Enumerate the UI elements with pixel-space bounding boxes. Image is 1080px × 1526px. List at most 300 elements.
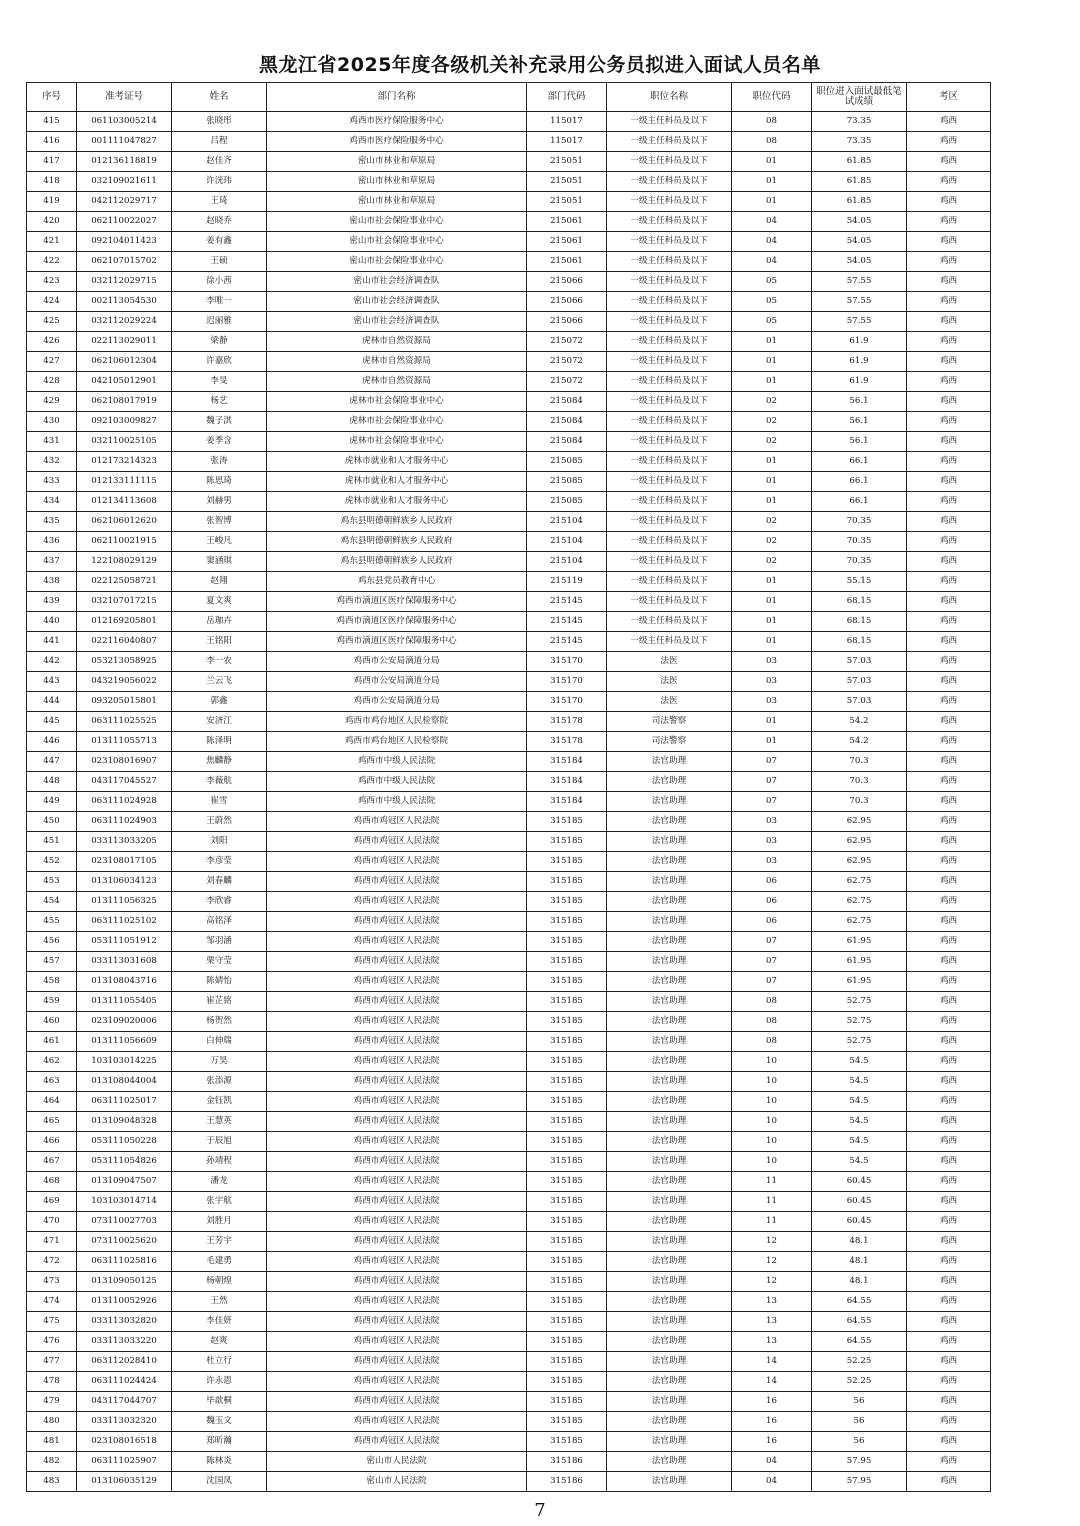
dept-code-cell: 215061 — [527, 232, 607, 252]
ticket-cell: 013108044004 — [77, 1072, 172, 1092]
position-cell: 法官助理 — [607, 1052, 732, 1072]
position-cell: 一级主任科员及以下 — [607, 132, 732, 152]
table-row — [27, 552, 991, 572]
dept-code-cell: 315185 — [527, 1412, 607, 1432]
dept-code-cell: 315185 — [527, 932, 607, 952]
ticket-cell: 061103005214 — [77, 112, 172, 132]
min-score-cell: 66.1 — [812, 472, 907, 492]
ticket-cell: 013108043716 — [77, 972, 172, 992]
ticket-cell: 063112028410 — [77, 1352, 172, 1372]
pos-code-cell: 07 — [732, 772, 812, 792]
area-cell: 鸡西 — [907, 192, 991, 212]
pos-code-cell: 14 — [732, 1372, 812, 1392]
name-cell: 陈思琦 — [172, 472, 267, 492]
dept-code-cell: 315178 — [527, 712, 607, 732]
position-cell: 一级主任科员及以下 — [607, 432, 732, 452]
seq-cell: 423 — [27, 272, 77, 292]
table-row — [27, 292, 991, 312]
area-cell: 鸡西 — [907, 592, 991, 612]
min-score-cell: 54.5 — [812, 1092, 907, 1112]
dept-code-cell: 315185 — [527, 1432, 607, 1452]
dept-cell: 鸡西市鸡台地区人民检察院 — [267, 712, 527, 732]
ticket-cell: 023108017105 — [77, 852, 172, 872]
dept-cell: 虎林市自然资源局 — [267, 352, 527, 372]
min-score-cell: 68.15 — [812, 592, 907, 612]
min-score-cell: 62.95 — [812, 812, 907, 832]
area-cell: 鸡西 — [907, 1472, 991, 1492]
min-score-cell: 52.75 — [812, 992, 907, 1012]
dept-code-cell: 315185 — [527, 912, 607, 932]
dept-cell: 密山市社会保险事业中心 — [267, 232, 527, 252]
area-cell: 鸡西 — [907, 832, 991, 852]
seq-cell: 475 — [27, 1312, 77, 1332]
ticket-cell: 092104011423 — [77, 232, 172, 252]
dept-code-cell: 215084 — [527, 392, 607, 412]
position-cell: 法官助理 — [607, 1152, 732, 1172]
table-row — [27, 1172, 991, 1192]
name-cell: 许永恩 — [172, 1372, 267, 1392]
min-score-cell: 56.1 — [812, 392, 907, 412]
seq-cell: 420 — [27, 212, 77, 232]
name-cell: 万昊 — [172, 1052, 267, 1072]
ticket-cell: 013111055713 — [77, 732, 172, 752]
pos-code-cell: 01 — [732, 632, 812, 652]
ticket-cell: 033113031608 — [77, 952, 172, 972]
dept-cell: 鸡西市鸡冠区人民法院 — [267, 1232, 527, 1252]
pos-code-cell: 02 — [732, 412, 812, 432]
dept-code-cell: 215051 — [527, 152, 607, 172]
position-cell: 一级主任科员及以下 — [607, 572, 732, 592]
min-score-cell: 52.75 — [812, 1032, 907, 1052]
dept-cell: 鸡西市鸡冠区人民法院 — [267, 1192, 527, 1212]
dept-cell: 鸡西市鸡台地区人民检察院 — [267, 732, 527, 752]
seq-cell: 438 — [27, 572, 77, 592]
seq-cell: 458 — [27, 972, 77, 992]
area-cell: 鸡西 — [907, 1312, 991, 1332]
position-cell: 法官助理 — [607, 1012, 732, 1032]
seq-cell: 459 — [27, 992, 77, 1012]
ticket-cell: 063111025816 — [77, 1252, 172, 1272]
pos-code-cell: 03 — [732, 812, 812, 832]
pos-code-cell: 01 — [732, 712, 812, 732]
table-row — [27, 212, 991, 232]
min-score-cell: 64.55 — [812, 1332, 907, 1352]
area-cell: 鸡西 — [907, 772, 991, 792]
name-cell: 杜立行 — [172, 1352, 267, 1372]
position-cell: 一级主任科员及以下 — [607, 632, 732, 652]
dept-code-cell: 315185 — [527, 852, 607, 872]
dept-code-cell: 215085 — [527, 452, 607, 472]
dept-code-cell: 315185 — [527, 1092, 607, 1112]
seq-cell: 432 — [27, 452, 77, 472]
table-row — [27, 1452, 991, 1472]
dept-code-cell: 315185 — [527, 812, 607, 832]
dept-cell: 鸡西市鸡冠区人民法院 — [267, 1012, 527, 1032]
dept-code-cell: 215145 — [527, 632, 607, 652]
min-score-cell: 61.95 — [812, 952, 907, 972]
dept-code-cell: 315184 — [527, 772, 607, 792]
table-row — [27, 1192, 991, 1212]
area-cell: 鸡西 — [907, 552, 991, 572]
ticket-cell: 012136118819 — [77, 152, 172, 172]
min-score-cell: 48.1 — [812, 1272, 907, 1292]
area-cell: 鸡西 — [907, 692, 991, 712]
pos-code-cell: 13 — [732, 1292, 812, 1312]
pos-code-cell: 10 — [732, 1052, 812, 1072]
seq-cell: 477 — [27, 1352, 77, 1372]
dept-code-cell: 315185 — [527, 872, 607, 892]
dept-code-cell: 215066 — [527, 292, 607, 312]
seq-cell: 445 — [27, 712, 77, 732]
seq-cell: 436 — [27, 532, 77, 552]
min-score-cell: 62.95 — [812, 832, 907, 852]
position-cell: 法官助理 — [607, 1092, 732, 1112]
position-cell: 法官助理 — [607, 832, 732, 852]
min-score-cell: 57.03 — [812, 672, 907, 692]
name-cell: 杨贺然 — [172, 1012, 267, 1032]
dept-code-cell: 315185 — [527, 1232, 607, 1252]
header-dept-code: 部门代码 — [527, 83, 607, 112]
table-row — [27, 872, 991, 892]
position-cell: 一级主任科员及以下 — [607, 252, 732, 272]
name-cell: 魏子淇 — [172, 412, 267, 432]
position-cell: 法医 — [607, 692, 732, 712]
name-cell: 徐小茜 — [172, 272, 267, 292]
position-cell: 一级主任科员及以下 — [607, 472, 732, 492]
ticket-cell: 103103014225 — [77, 1052, 172, 1072]
position-cell: 法官助理 — [607, 1272, 732, 1292]
name-cell: 张添源 — [172, 1072, 267, 1092]
pos-code-cell: 06 — [732, 912, 812, 932]
min-score-cell: 52.25 — [812, 1352, 907, 1372]
min-score-cell: 61.85 — [812, 172, 907, 192]
seq-cell: 456 — [27, 932, 77, 952]
dept-cell: 鸡西市鸡冠区人民法院 — [267, 1112, 527, 1132]
dept-code-cell: 215104 — [527, 512, 607, 532]
min-score-cell: 70.3 — [812, 772, 907, 792]
seq-cell: 441 — [27, 632, 77, 652]
position-cell: 法官助理 — [607, 1252, 732, 1272]
name-cell: 陈泽明 — [172, 732, 267, 752]
table-row — [27, 352, 991, 372]
area-cell: 鸡西 — [907, 852, 991, 872]
min-score-cell: 57.55 — [812, 312, 907, 332]
dept-cell: 虎林市社会保险事业中心 — [267, 432, 527, 452]
dept-cell: 鸡西市鸡冠区人民法院 — [267, 1072, 527, 1092]
min-score-cell: 70.35 — [812, 552, 907, 572]
position-cell: 一级主任科员及以下 — [607, 492, 732, 512]
dept-cell: 鸡西市鸡冠区人民法院 — [267, 1252, 527, 1272]
table-row — [27, 972, 991, 992]
pos-code-cell: 08 — [732, 132, 812, 152]
table-row — [27, 752, 991, 772]
dept-code-cell: 315185 — [527, 892, 607, 912]
position-cell: 法官助理 — [607, 1032, 732, 1052]
min-score-cell: 70.35 — [812, 512, 907, 532]
header-min-score: 职位进入面试最低笔试成绩 — [812, 83, 907, 112]
position-cell: 法官助理 — [607, 1232, 732, 1252]
dept-cell: 虎林市就业和人才服务中心 — [267, 472, 527, 492]
seq-cell: 417 — [27, 152, 77, 172]
table-row — [27, 1032, 991, 1052]
name-cell: 岳珈卉 — [172, 612, 267, 632]
pos-code-cell: 11 — [732, 1212, 812, 1232]
table-row — [27, 1392, 991, 1412]
dept-code-cell: 315185 — [527, 1192, 607, 1212]
dept-code-cell: 315170 — [527, 692, 607, 712]
ticket-cell: 032107017215 — [77, 592, 172, 612]
dept-code-cell: 315185 — [527, 1072, 607, 1092]
table-row — [27, 932, 991, 952]
ticket-cell: 012169205801 — [77, 612, 172, 632]
dept-cell: 鸡东县明德朝鲜族乡人民政府 — [267, 532, 527, 552]
dept-cell: 虎林市自然资源局 — [267, 332, 527, 352]
ticket-cell: 012133111115 — [77, 472, 172, 492]
name-cell: 姜季含 — [172, 432, 267, 452]
name-cell: 夏文爽 — [172, 592, 267, 612]
dept-code-cell: 315185 — [527, 1132, 607, 1152]
dept-code-cell: 315185 — [527, 1052, 607, 1072]
position-cell: 法官助理 — [607, 912, 732, 932]
dept-cell: 鸡西市滴道区医疗保障服务中心 — [267, 612, 527, 632]
table-row — [27, 912, 991, 932]
min-score-cell: 54.5 — [812, 1072, 907, 1092]
area-cell: 鸡西 — [907, 672, 991, 692]
min-score-cell: 57.03 — [812, 692, 907, 712]
pos-code-cell: 16 — [732, 1392, 812, 1412]
position-cell: 法官助理 — [607, 1332, 732, 1352]
dept-code-cell: 215145 — [527, 592, 607, 612]
area-cell: 鸡西 — [907, 1352, 991, 1372]
ticket-cell: 062106012620 — [77, 512, 172, 532]
ticket-cell: 092103009827 — [77, 412, 172, 432]
pos-code-cell: 01 — [732, 472, 812, 492]
ticket-cell: 122108029129 — [77, 552, 172, 572]
header-ticket: 准考证号 — [77, 83, 172, 112]
dept-cell: 鸡西市鸡冠区人民法院 — [267, 1092, 527, 1112]
table-row — [27, 692, 991, 712]
seq-cell: 421 — [27, 232, 77, 252]
position-cell: 法官助理 — [607, 1072, 732, 1092]
name-cell: 姜有鑫 — [172, 232, 267, 252]
table-row — [27, 1312, 991, 1332]
table-row — [27, 1292, 991, 1312]
dept-code-cell: 315185 — [527, 1032, 607, 1052]
dept-cell: 鸡西市鸡冠区人民法院 — [267, 872, 527, 892]
min-score-cell: 54.2 — [812, 712, 907, 732]
ticket-cell: 023108016907 — [77, 752, 172, 772]
ticket-cell: 023109020006 — [77, 1012, 172, 1032]
ticket-cell: 053213058925 — [77, 652, 172, 672]
pos-code-cell: 14 — [732, 1352, 812, 1372]
min-score-cell: 54.2 — [812, 732, 907, 752]
area-cell: 鸡西 — [907, 952, 991, 972]
table-row — [27, 652, 991, 672]
position-cell: 一级主任科员及以下 — [607, 512, 732, 532]
ticket-cell: 033113032820 — [77, 1312, 172, 1332]
pos-code-cell: 01 — [732, 332, 812, 352]
name-cell: 迟丽雅 — [172, 312, 267, 332]
position-cell: 法官助理 — [607, 1312, 732, 1332]
seq-cell: 474 — [27, 1292, 77, 1312]
min-score-cell: 57.55 — [812, 292, 907, 312]
seq-cell: 448 — [27, 772, 77, 792]
name-cell: 王然 — [172, 1292, 267, 1312]
position-cell: 一级主任科员及以下 — [607, 612, 732, 632]
min-score-cell: 57.95 — [812, 1472, 907, 1492]
name-cell: 张晓彤 — [172, 112, 267, 132]
pos-code-cell: 01 — [732, 152, 812, 172]
dept-cell: 鸡西市滴道区医疗保障服务中心 — [267, 592, 527, 612]
dept-cell: 鸡西市鸡冠区人民法院 — [267, 932, 527, 952]
name-cell: 梁静 — [172, 332, 267, 352]
dept-cell: 鸡西市滴道区医疗保障服务中心 — [267, 632, 527, 652]
name-cell: 李佳妍 — [172, 1312, 267, 1332]
area-cell: 鸡西 — [907, 1232, 991, 1252]
area-cell: 鸡西 — [907, 612, 991, 632]
ticket-cell: 063111025907 — [77, 1452, 172, 1472]
dept-cell: 鸡西市中级人民法院 — [267, 792, 527, 812]
min-score-cell: 64.55 — [812, 1292, 907, 1312]
table-row — [27, 532, 991, 552]
dept-code-cell: 215072 — [527, 352, 607, 372]
header-position: 职位名称 — [607, 83, 732, 112]
name-cell: 赵佳齐 — [172, 152, 267, 172]
name-cell: 张智博 — [172, 512, 267, 532]
table-row — [27, 272, 991, 292]
ticket-cell: 073110027703 — [77, 1212, 172, 1232]
table-row — [27, 1352, 991, 1372]
ticket-cell: 002113054530 — [77, 292, 172, 312]
position-cell: 法官助理 — [607, 1412, 732, 1432]
name-cell: 郑昕瀚 — [172, 1432, 267, 1452]
min-score-cell: 66.1 — [812, 452, 907, 472]
area-cell: 鸡西 — [907, 1172, 991, 1192]
ticket-cell: 093205015801 — [77, 692, 172, 712]
min-score-cell: 60.45 — [812, 1212, 907, 1232]
dept-cell: 鸡西市中级人民法院 — [267, 772, 527, 792]
position-cell: 法官助理 — [607, 1112, 732, 1132]
position-cell: 一级主任科员及以下 — [607, 452, 732, 472]
seq-cell: 455 — [27, 912, 77, 932]
area-cell: 鸡西 — [907, 412, 991, 432]
ticket-cell: 062107015702 — [77, 252, 172, 272]
ticket-cell: 012173214323 — [77, 452, 172, 472]
area-cell: 鸡西 — [907, 1332, 991, 1352]
dept-code-cell: 315186 — [527, 1472, 607, 1492]
position-cell: 法官助理 — [607, 1472, 732, 1492]
min-score-cell: 62.95 — [812, 852, 907, 872]
seq-cell: 464 — [27, 1092, 77, 1112]
table-row — [27, 172, 991, 192]
table-row — [27, 232, 991, 252]
table-row — [27, 332, 991, 352]
pos-code-cell: 12 — [732, 1252, 812, 1272]
area-cell: 鸡西 — [907, 1452, 991, 1472]
table-row — [27, 1412, 991, 1432]
pos-code-cell: 08 — [732, 1012, 812, 1032]
table-row — [27, 1252, 991, 1272]
table-row — [27, 112, 991, 132]
seq-cell: 419 — [27, 192, 77, 212]
ticket-cell: 032112029224 — [77, 312, 172, 332]
ticket-cell: 033113033220 — [77, 1332, 172, 1352]
seq-cell: 418 — [27, 172, 77, 192]
ticket-cell: 042105012901 — [77, 372, 172, 392]
dept-cell: 密山市人民法院 — [267, 1452, 527, 1472]
dept-code-cell: 215066 — [527, 312, 607, 332]
ticket-cell: 062106012304 — [77, 352, 172, 372]
dept-code-cell: 315185 — [527, 1352, 607, 1372]
dept-cell: 鸡西市鸡冠区人民法院 — [267, 992, 527, 1012]
dept-code-cell: 315170 — [527, 672, 607, 692]
dept-code-cell: 315185 — [527, 1012, 607, 1032]
area-cell: 鸡西 — [907, 252, 991, 272]
dept-code-cell: 315185 — [527, 1392, 607, 1412]
name-cell: 安济江 — [172, 712, 267, 732]
dept-cell: 密山市林业和草原局 — [267, 152, 527, 172]
table-row — [27, 132, 991, 152]
seq-cell: 470 — [27, 1212, 77, 1232]
min-score-cell: 57.55 — [812, 272, 907, 292]
min-score-cell: 55.15 — [812, 572, 907, 592]
seq-cell: 428 — [27, 372, 77, 392]
pos-code-cell: 16 — [732, 1432, 812, 1452]
ticket-cell: 013106034123 — [77, 872, 172, 892]
area-cell: 鸡西 — [907, 912, 991, 932]
area-cell: 鸡西 — [907, 1072, 991, 1092]
dept-cell: 鸡西市鸡冠区人民法院 — [267, 1332, 527, 1352]
table-row — [27, 152, 991, 172]
seq-cell: 454 — [27, 892, 77, 912]
min-score-cell: 61.95 — [812, 932, 907, 952]
dept-code-cell: 215104 — [527, 552, 607, 572]
min-score-cell: 56 — [812, 1432, 907, 1452]
position-cell: 法官助理 — [607, 952, 732, 972]
name-cell: 毛建勇 — [172, 1252, 267, 1272]
name-cell: 李欣睿 — [172, 892, 267, 912]
min-score-cell: 54.5 — [812, 1052, 907, 1072]
pos-code-cell: 03 — [732, 652, 812, 672]
min-score-cell: 56 — [812, 1412, 907, 1432]
table-row — [27, 1232, 991, 1252]
table-row — [27, 792, 991, 812]
dept-code-cell: 215061 — [527, 252, 607, 272]
seq-cell: 468 — [27, 1172, 77, 1192]
position-cell: 一级主任科员及以下 — [607, 292, 732, 312]
table-row — [27, 592, 991, 612]
name-cell: 陈婧怡 — [172, 972, 267, 992]
ticket-cell: 001111047827 — [77, 132, 172, 152]
pos-code-cell: 04 — [732, 232, 812, 252]
position-cell: 法官助理 — [607, 1452, 732, 1472]
position-cell: 司法警察 — [607, 712, 732, 732]
dept-code-cell: 315170 — [527, 652, 607, 672]
min-score-cell: 54.5 — [812, 1112, 907, 1132]
seq-cell: 461 — [27, 1032, 77, 1052]
pos-code-cell: 07 — [732, 932, 812, 952]
min-score-cell: 56.1 — [812, 432, 907, 452]
position-cell: 法官助理 — [607, 1172, 732, 1192]
header-name: 姓名 — [172, 83, 267, 112]
seq-cell: 460 — [27, 1012, 77, 1032]
ticket-cell: 062110022027 — [77, 212, 172, 232]
pos-code-cell: 07 — [732, 952, 812, 972]
pos-code-cell: 01 — [732, 592, 812, 612]
pos-code-cell: 12 — [732, 1272, 812, 1292]
table-row — [27, 1272, 991, 1292]
name-cell: 焦麟静 — [172, 752, 267, 772]
